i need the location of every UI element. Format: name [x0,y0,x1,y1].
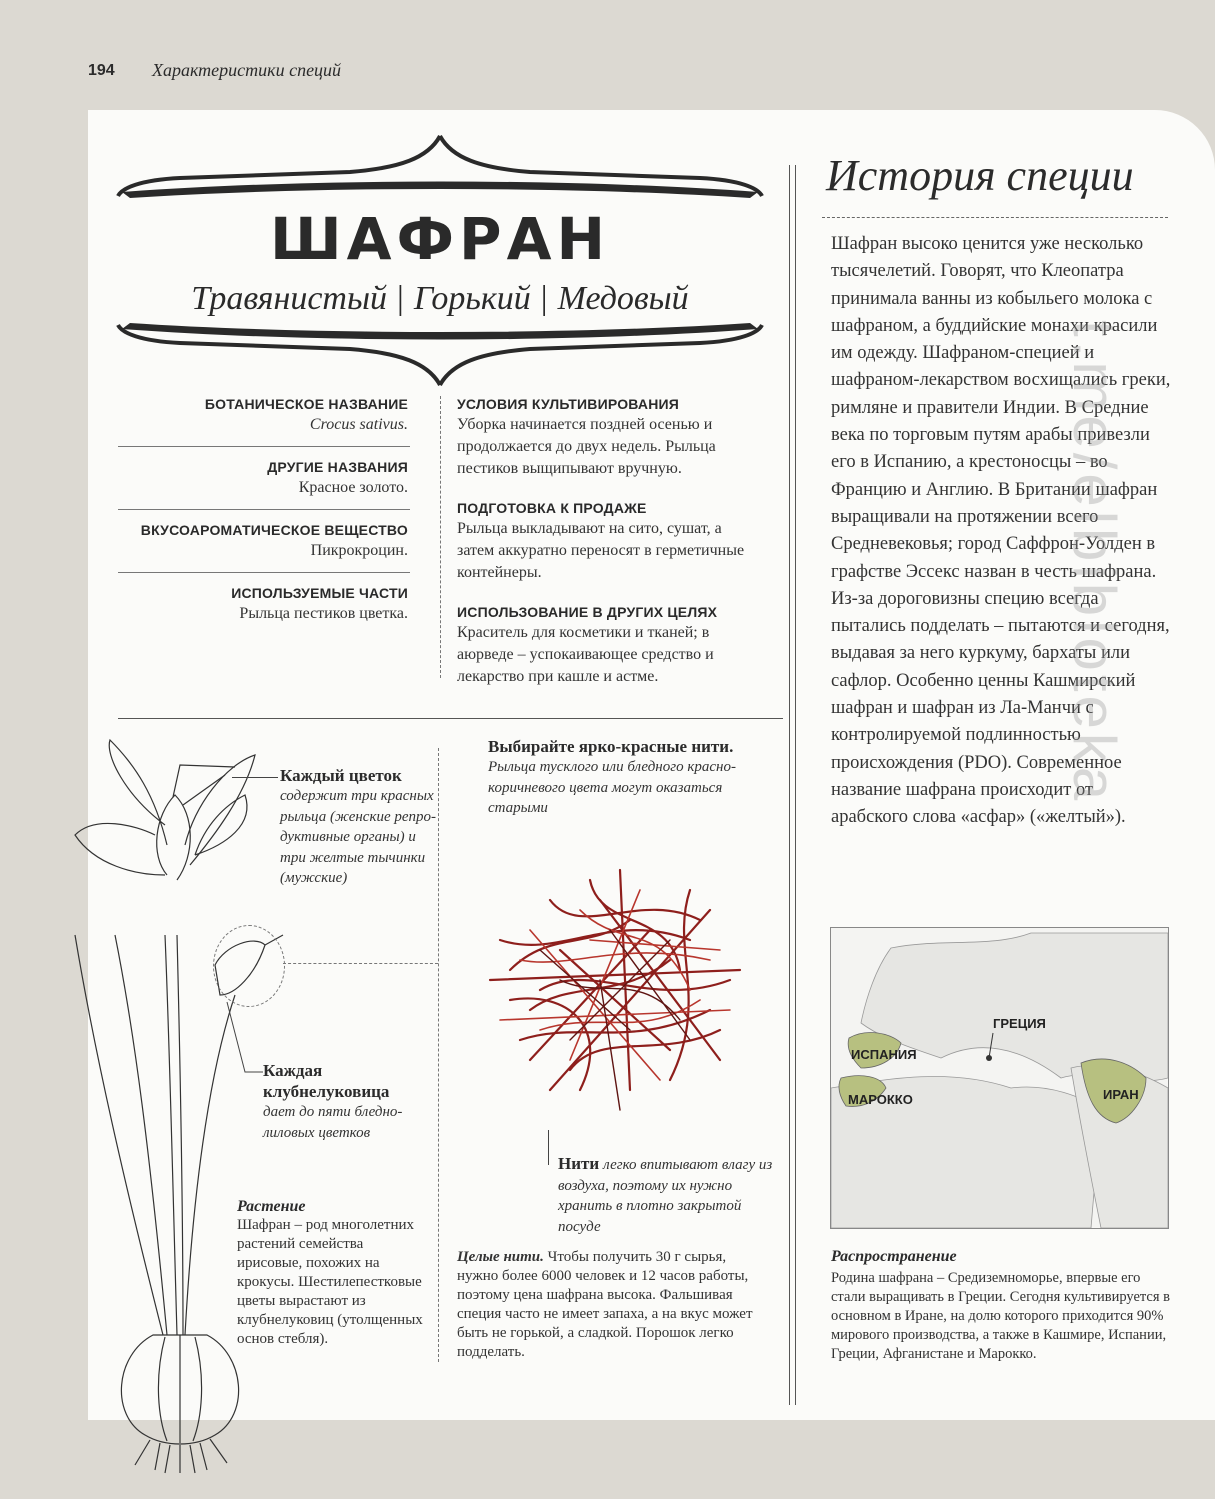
fact-value: Crocus sativus. [309,416,408,433]
flavor-separator: | [397,280,404,317]
fact-value: Краситель для косметики и тканей; в аюрведе – успокаивающее средство и лекарство при кашле и астме. [457,624,714,685]
whole-threads-title: Целые нити. [457,1249,544,1265]
facts-right-column [457,394,757,706]
flavor-bitter: Горький [413,280,531,317]
fact-value: Уборка начинается поздней осенью и продолжается до двух недель. Рыльца пестиков выщипывают вручную. [457,416,716,477]
plant-title: Растение [237,1198,306,1215]
caption-choose [488,736,768,819]
fact-label: ВКУСОАРОМАТИЧЕСКОЕ ВЕЩЕСТВО [140,522,408,538]
watermark [1061,320,1133,1190]
caption-title: Каждый цветок [280,766,402,785]
history-rule [822,217,1168,218]
flavor-herbal: Травянистый [191,280,388,317]
fact-value: Красное золото. [298,479,408,496]
fact-botanical-name [118,394,410,447]
running-head: Характеристики специй [152,60,342,80]
caption-text: содержит три красных рыльца (женские репро-дуктивные органы) и три желтые тычинки (мужские) [280,788,437,886]
saffron-threads-photo [470,830,760,1130]
flower-leader-line [232,777,278,778]
bulb-leader-line [225,1000,265,1080]
plant-text: Шафран – род многолетних растений семейства ирисовые, похожих на крокусы. Шестилепестковые цветы вырастают из клубнелуковиц (утолщенных основ стебля). [237,1217,423,1347]
flavor-profile [118,280,762,318]
fact-other-uses [457,602,757,688]
map-label-morocco: МАРОККО [848,1092,913,1107]
whole-threads-text: Чтобы получить 30 г сырья, нужно более 6000 человек и 12 часов работы, поэтому цена шафрана высока. Фальшивая специя часто не имеет запаха, а на вкус может быть не горькой, а сладкой. Порошок легко подделать. [457,1249,753,1360]
fact-flavor-compound [118,520,410,573]
history-text: Шафран высоко ценится уже несколько тысячелетий. Говорят, что Клеопатра принимала ванны из кобыльего молока с шафраном, а буддийские монахи красили им одежду. Шафраном-специей и шафраном-лекарством восхищались греки, римляне и правители Индии. В Средние века по торговым путям арабы привезли его в Испанию, а крестоносцы – во Францию и Англию. В Британии шафран выращивали на протяжении всего Средневековья; город Саффрон-Уолден в графстве Эссекс назван в честь шафрана. Из-за дороговизны специю всегда пытались подделать – пытаются и сегодня, выдавая за него куркуму, бархаты или сафлор. Особенно ценны Кашмирский шафран и шафран из Ла-Манчи с контролируемой подлинностью происхождения (PDO). Современное название шафрана происходит от арабского слова «асфар» («желтый»). [831,234,1171,828]
caption-bulb [263,1060,428,1143]
page-number: 194 [88,62,115,79]
fact-label: УСЛОВИЯ КУЛЬТИВИРОВАНИЯ [457,396,680,412]
fact-value: Рыльца пестиков цветка. [239,605,408,622]
caption-flower [280,765,440,889]
dashed-connector-v [438,748,439,1362]
flavor-separator: | [540,280,548,317]
zoom-circle [213,925,285,1007]
facts-left-column [118,394,410,645]
distribution-text: Родина шафрана – Средиземноморье, впервые его стали выращивать в Греции. Сегодня культивируется в основном в Иране, на долю которого приходится 90% мирового производства, а также в Кашмире, Испании, Греции, Афганистане и Марокко. [831,1270,1171,1362]
caption-text: Рыльца тусклого или бледного красно-коричневого цвета могут оказаться старыми [488,759,736,816]
fact-label: ИСПОЛЬЗУЕМЫЕ ЧАСТИ [231,585,408,601]
caption-title: Каждая клубнелуковица [263,1061,390,1101]
caption-text: легко впитывают влагу из воздуха, поэтому их нужно хранить в плотно закрытой посуде [558,1157,773,1235]
plant-description [237,1198,432,1349]
caption-title: Нити [558,1154,600,1173]
fact-label: ДРУГИЕ НАЗВАНИЯ [267,459,408,475]
caption-text: дает до пяти бледно-лиловых цветков [263,1104,403,1141]
flavor-honey: Медовый [557,280,689,317]
column-double-rule [789,165,796,1405]
map-label-spain: ИСПАНИЯ [851,1047,917,1062]
threads-leader-line [548,1130,549,1165]
spice-title: ШАФРАН [270,205,610,273]
fact-label: ИСПОЛЬЗОВАНИЕ В ДРУГИХ ЦЕЛЯХ [457,604,718,620]
fact-parts-used [118,583,410,635]
fact-value: Пикрокроцин. [310,542,408,559]
fact-label: БОТАНИЧЕСКОЕ НАЗВАНИЕ [204,396,408,412]
fact-preparation [457,498,757,584]
map-label-iran: ИРАН [1103,1087,1139,1102]
fact-label: ПОДГОТОВКА К ПРОДАЖЕ [457,500,647,516]
history-title: История специи [826,151,1134,200]
caption-threads [558,1153,773,1237]
fact-cultivation [457,394,757,480]
fact-other-names [118,457,410,510]
whole-threads-block [457,1248,767,1362]
distribution-title: Распространение [831,1248,957,1265]
facts-divider [440,396,441,678]
caption-title: Выбирайте ярко-красные нити. [488,737,734,756]
section-rule [118,718,783,719]
watermark-text: t.me/elbibloteka [1061,320,1128,805]
fact-value: Рыльца выкладывают на сито, сушат, а затем аккуратно переносят в герметичные контейнеры. [457,520,745,581]
map-label-greece: ГРЕЦИЯ [993,1016,1046,1031]
dashed-connector-h [283,963,438,964]
